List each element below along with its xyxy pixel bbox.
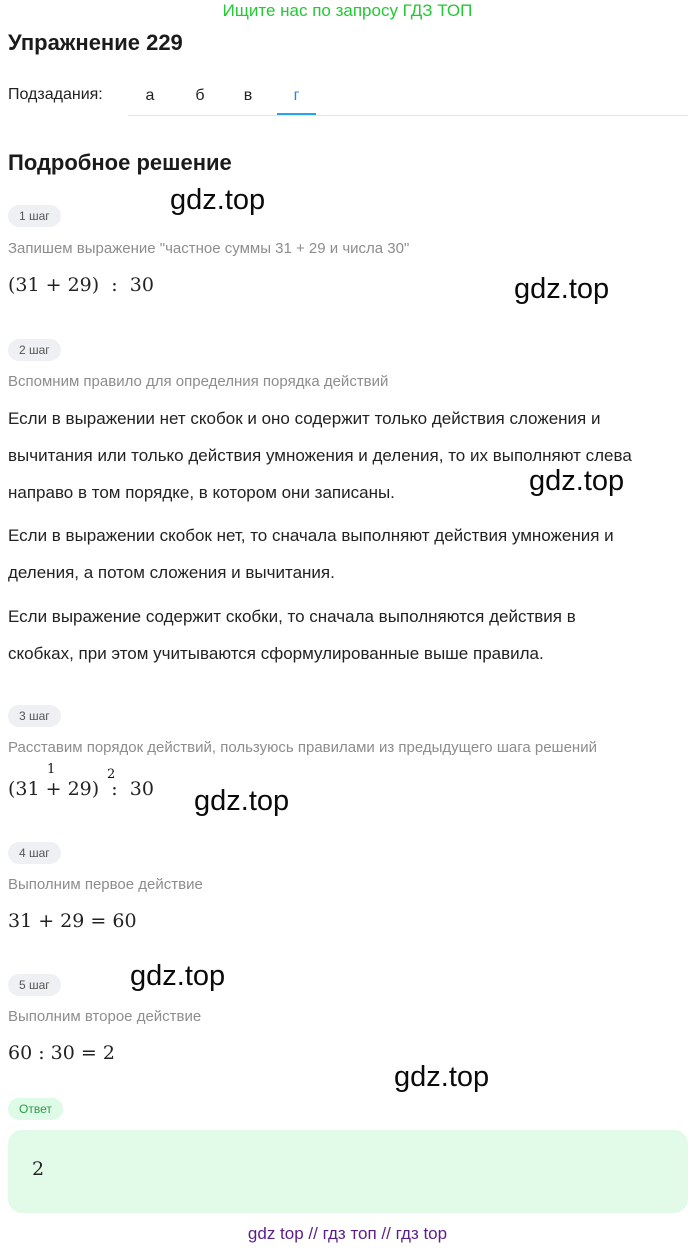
step-badge: 1 шаг: [8, 205, 61, 227]
subtasks-divider: [128, 115, 688, 116]
watermark: gdz.top: [130, 960, 226, 992]
watermark: gdz.top: [170, 184, 266, 216]
step-hint: Вспомним правило для определния порядка действий: [8, 373, 389, 390]
step-hint: Выполним первое действие: [8, 876, 203, 893]
tab-b[interactable]: б: [195, 87, 205, 104]
page-title: Упражнение 229: [8, 30, 183, 55]
step-hint: Запишем выражение "частное суммы 31 + 29 и числа 30": [8, 240, 410, 257]
rule-paragraph: [8, 517, 678, 591]
action-order-1: 1: [47, 762, 56, 777]
step-hint: Выполним второе действие: [8, 1008, 202, 1025]
answer-badge: Ответ: [8, 1098, 63, 1120]
search-banner[interactable]: Ищите нас по запросу ГДЗ ТОП: [222, 1, 473, 20]
watermark: gdz.top: [194, 785, 290, 817]
math-expression: 60 : 30 = 2: [8, 1042, 115, 1064]
step-badge: 2 шаг: [8, 339, 61, 361]
answer-box: [8, 1130, 688, 1213]
step-hint: Расставим порядок действий, пользуюсь правилами из предыдущего шага решений: [8, 739, 597, 756]
math-expression: (31 + 29) : 30: [8, 274, 154, 296]
rule-line: направо в том порядке, в котором они записаны.: [8, 483, 395, 502]
subtasks-label: Подзадания:: [8, 86, 103, 103]
tab-a[interactable]: а: [145, 87, 155, 104]
watermark: gdz.top: [394, 1061, 490, 1093]
tab-v[interactable]: в: [243, 87, 253, 104]
step-badge: 4 шаг: [8, 842, 61, 864]
rule-line: Если в выражении нет скобок и оно содержит только действия сложения и: [8, 409, 601, 428]
answer-value: 2: [32, 1158, 45, 1180]
rule-line: Если выражение содержит скобки, то сначала выполняются действия в: [8, 607, 576, 626]
math-expression-ordered: (31 + 29) : 30: [8, 778, 154, 800]
section-title: Подробное решение: [8, 150, 232, 175]
rule-line: скобках, при этом учитываются сформулированные выше правила.: [8, 644, 544, 663]
math-expression: 31 + 29 = 60: [8, 910, 137, 932]
rule-line: деления, а потом сложения и вычитания.: [8, 563, 335, 582]
rule-line: вычитания или только действия умножения и деления, то их выполняют слева: [8, 446, 632, 465]
rule-paragraph: [8, 598, 678, 672]
watermark: gdz.top: [529, 465, 625, 497]
watermark: gdz.top: [514, 273, 610, 305]
step-badge: 5 шаг: [8, 974, 61, 996]
tab-g[interactable]: г: [277, 84, 316, 115]
step-badge: 3 шаг: [8, 705, 61, 727]
footer-links[interactable]: gdz top // гдз топ // гдз top: [247, 1224, 448, 1243]
action-order-2: 2: [107, 767, 116, 782]
rule-line: Если в выражении скобок нет, то сначала выполняют действия умножения и: [8, 526, 614, 545]
